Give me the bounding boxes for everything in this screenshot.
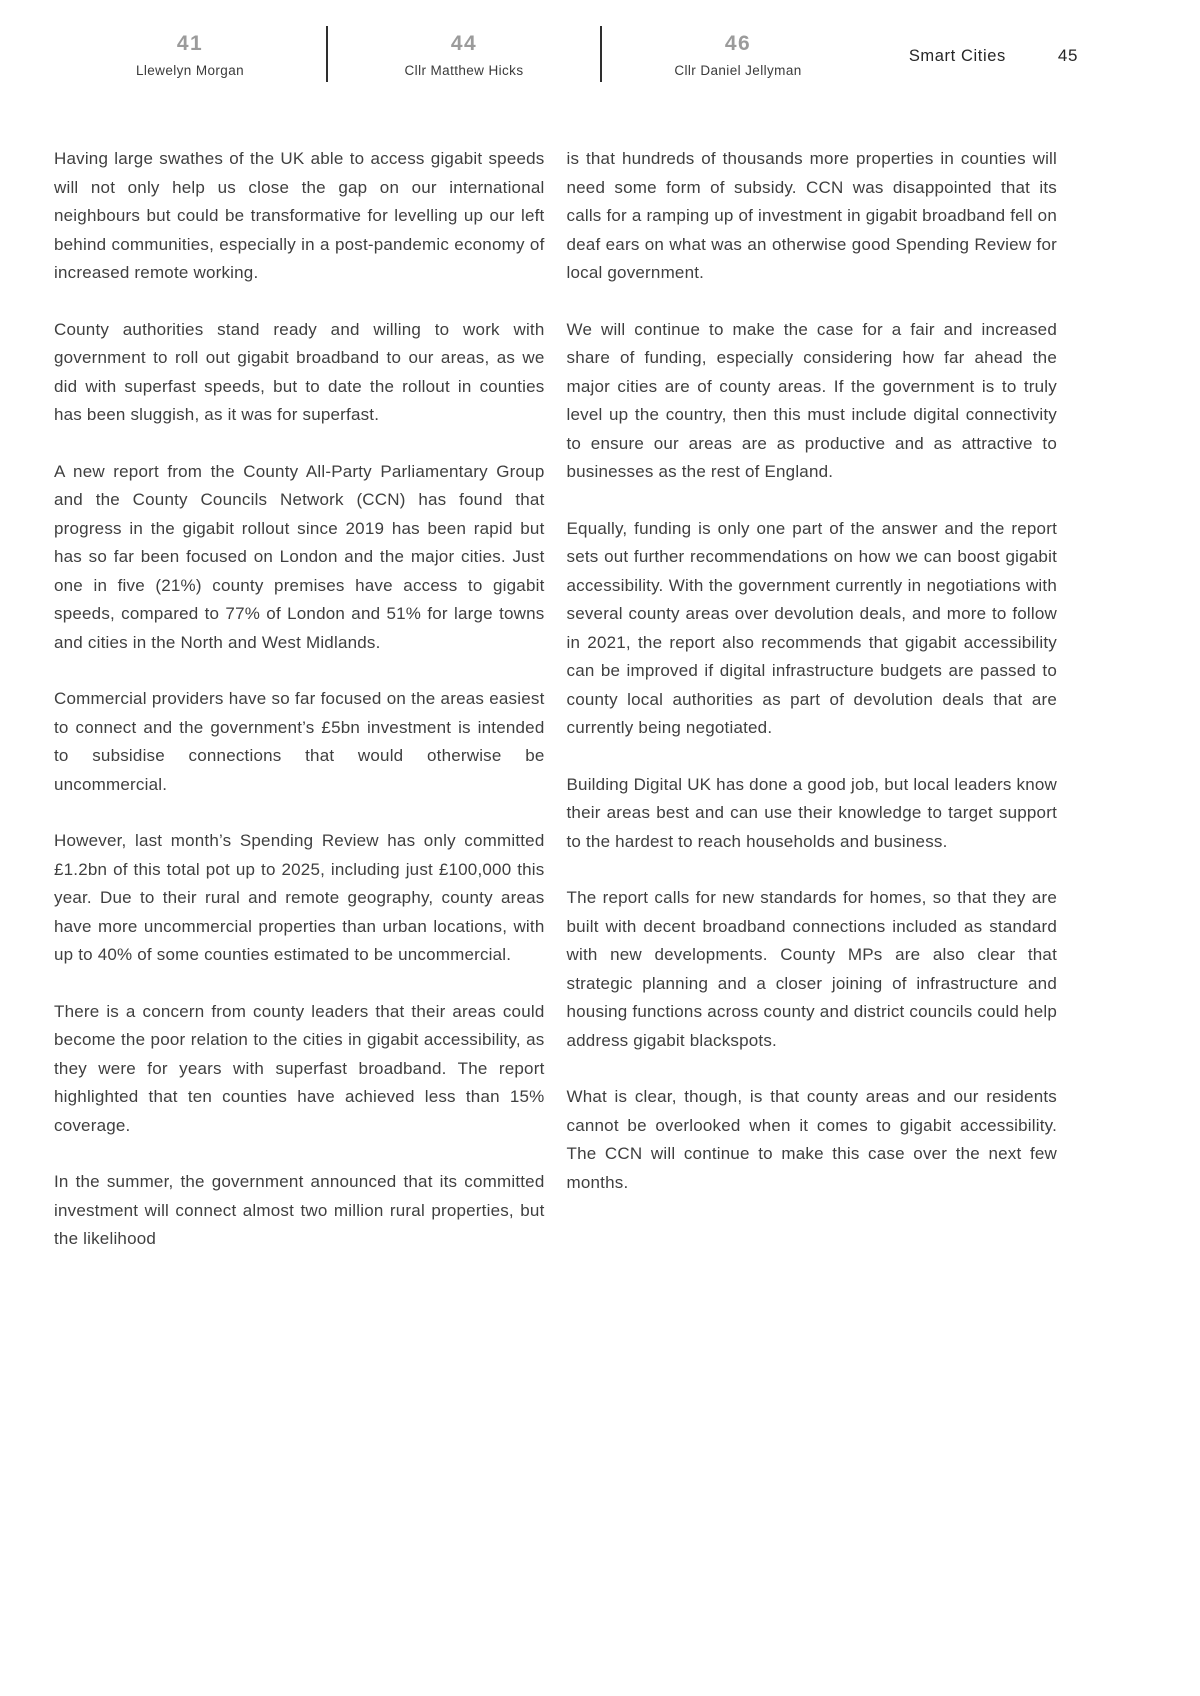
page-ref-name: Cllr Daniel Jellyman (674, 63, 802, 78)
paragraph: However, last month’s Spending Review has only committed £1.2bn of this total pot up to 2025, including just £100,000 this year. Due to their rural and remote geography, county areas have more uncommercial properties than urban locations, with up to 40% of some counties estimated to be uncommercial. (54, 831, 545, 964)
paragraph: The report calls for new standards for homes, so that they are built with decent broadband connections included as standard with new developments. County MPs are also clear that strategic planning and a closer joining of infrastructure and housing functions across county and district councils could help address gigabit blackspots. (566, 888, 1057, 1050)
paragraph: Building Digital UK has done a good job, but local leaders know their areas best and can use their knowledge to target support to the hardest to reach households and business. (566, 774, 1057, 851)
page-number: 45 (1057, 46, 1078, 65)
page-ref-name: Cllr Matthew Hicks (404, 63, 524, 78)
page-header (0, 0, 1200, 90)
paragraph: Having large swathes of the UK able to access gigabit speeds will not only help us close the gap on our international neighbours but could be transformative for levelling up our left behind communities, especially in a post-pandemic economy of increased remote working. (54, 149, 545, 282)
paragraph: A new report from the County All-Party Parliamentary Group and the County Councils Network (CCN) has found that progress in the gigabit rollout since 2019 has been rapid but has so far been focused on London and the major cities. Just one in five (21%) county premises have access to gigabit speeds, compared to 77% of London and 51% for large towns and cities in the North and West Midlands. (54, 461, 545, 652)
paragraph: Equally, funding is only one part of the answer and the report sets out further recommendations on how we can boost gigabit accessibility. With the government currently in negotiations with several county areas over devolution deals, and more to follow in 2021, the report also recommends that gigabit accessibility can be improved if digital infrastructure budgets are passed to county local authorities as part of devolution deals that are currently being negotiated. (566, 518, 1057, 737)
article-body (0, 90, 1200, 1282)
page-ref-number: 41 (176, 32, 204, 55)
header-ref-llewelyn-morgan (54, 30, 326, 78)
publication-title: Smart Cities (908, 46, 1006, 65)
left-column (54, 145, 545, 1282)
page-ref-number: 46 (724, 32, 752, 55)
paragraph: What is clear, though, is that county areas and our residents cannot be overlooked when it comes to gigabit accessibility. The CCN will continue to make this case over the next few months. (566, 1087, 1057, 1192)
page-ref-name: Llewelyn Morgan (135, 63, 245, 78)
paragraph: In the summer, the government announced that its committed investment will connect almost two million rural properties, but the likelihood (54, 1172, 545, 1248)
paragraph: is that hundreds of thousands more properties in counties will need some form of subsidy. CCN was disappointed that its calls for a ramping up of investment in gigabit broadband fell on deaf ears on what was an otherwise good Spending Review for local government. (566, 149, 1057, 282)
right-column (567, 145, 1058, 1282)
header-right (909, 42, 1078, 66)
paragraph: There is a concern from county leaders that their areas could become the poor relation to the cities in gigabit accessibility, as they were for years with superfast broadband. The report highlighted that ten counties have achieved less than 15% coverage. (54, 1001, 545, 1135)
paragraph: We will continue to make the case for a fair and increased share of funding, especially considering how far ahead the major cities are of county areas. If the government is to truly level up the country, then this must include digital connectivity to ensure our areas are as productive and as attractive to businesses as the rest of England. (566, 319, 1057, 481)
paragraph: County authorities stand ready and willing to work with government to roll out gigabit broadband to our areas, as we did with superfast speeds, but to date the rollout in counties has been sluggish, as it was for superfast. (54, 319, 545, 424)
page-ref-number: 44 (450, 32, 478, 55)
paragraph: Commercial providers have so far focused on the areas easiest to connect and the government’s £5bn investment is intended to subsidise connections that would otherwise be uncommercial. (54, 689, 545, 794)
header-ref-matthew-hicks (328, 30, 600, 78)
header-ref-daniel-jellyman (602, 30, 874, 78)
